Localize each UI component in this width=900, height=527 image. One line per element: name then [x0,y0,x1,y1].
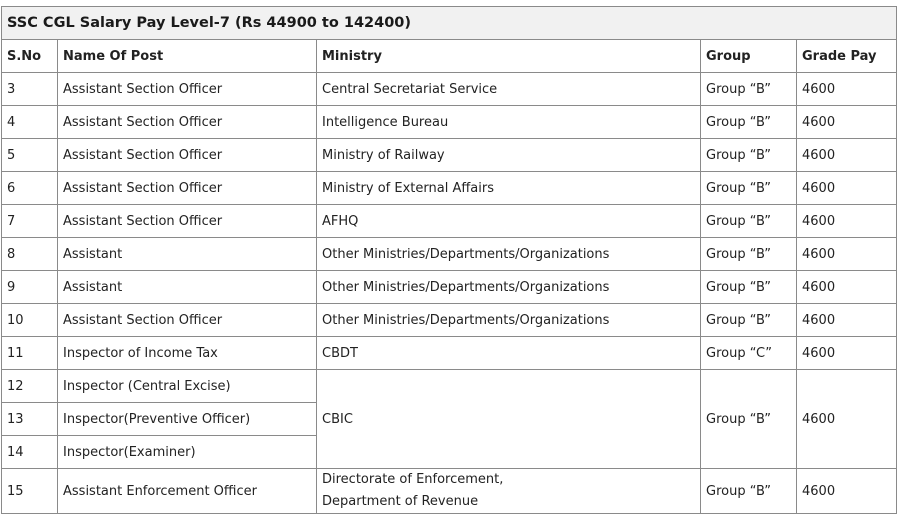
cell-ministry: Other Ministries/Departments/Organizations [317,304,701,337]
cell-post: Inspector(Examiner) [58,436,317,469]
cell-group: Group “B” [701,106,797,139]
table-row [2,106,897,139]
cell-grade-pay: 4600 [797,304,897,337]
cell-post: Assistant Section Officer [58,304,317,337]
cell-post: Assistant Section Officer [58,172,317,205]
cell-sno: 6 [2,172,58,205]
cell-grade-pay: 4600 [797,106,897,139]
table-caption-row [2,7,897,40]
header-post: Name Of Post [58,40,317,73]
cell-group: Group “B” [701,304,797,337]
cell-post: Assistant [58,271,317,304]
cell-post: Inspector of Income Tax [58,337,317,370]
cell-post: Assistant Section Officer [58,139,317,172]
table-row [2,337,897,370]
cell-grade-pay: 4600 [797,337,897,370]
cell-sno: 8 [2,238,58,271]
salary-table-container [1,6,896,514]
cell-group: Group “B” [701,205,797,238]
cell-ministry: Ministry of Railway [317,139,701,172]
cell-grade-pay-merged: 4600 [797,370,897,469]
cell-ministry: CBDT [317,337,701,370]
cell-group: Group “B” [701,238,797,271]
table-row [2,271,897,304]
cell-post: Assistant Section Officer [58,73,317,106]
header-group: Group [701,40,797,73]
table-row [2,172,897,205]
cell-grade-pay: 4600 [797,469,897,514]
cell-sno: 12 [2,370,58,403]
cell-post: Assistant Section Officer [58,106,317,139]
cell-group: Group “B” [701,139,797,172]
cell-group: Group “B” [701,172,797,205]
table-row [2,205,897,238]
cell-sno: 15 [2,469,58,514]
header-sno: S.No [2,40,58,73]
cell-grade-pay: 4600 [797,238,897,271]
cell-ministry: Other Ministries/Departments/Organizations [317,238,701,271]
cell-post: Inspector(Preventive Officer) [58,403,317,436]
cell-sno: 5 [2,139,58,172]
table-row [2,304,897,337]
cell-grade-pay: 4600 [797,139,897,172]
cell-sno: 10 [2,304,58,337]
cell-post: Assistant Enforcement Officer [58,469,317,514]
ministry-line-2: Department of Revenue [322,494,479,509]
cell-sno: 4 [2,106,58,139]
cell-group: Group “B” [701,271,797,304]
cell-group: Group “B” [701,469,797,514]
cell-grade-pay: 4600 [797,271,897,304]
table-caption: SSC CGL Salary Pay Level-7 (Rs 44900 to 142400) [2,7,897,40]
cell-sno: 3 [2,73,58,106]
cell-sno: 13 [2,403,58,436]
table-row [2,370,897,403]
cell-ministry: Central Secretariat Service [317,73,701,106]
cell-group-merged: Group “B” [701,370,797,469]
cell-ministry: Other Ministries/Departments/Organizations [317,271,701,304]
table-row [2,469,897,514]
table-header-row [2,40,897,73]
header-ministry: Ministry [317,40,701,73]
header-grade-pay: Grade Pay [797,40,897,73]
cell-group: Group “B” [701,73,797,106]
cell-sno: 11 [2,337,58,370]
salary-table [1,6,897,514]
cell-post: Assistant Section Officer [58,205,317,238]
ministry-line-1: Directorate of Enforcement, [322,472,504,487]
cell-sno: 9 [2,271,58,304]
cell-post: Inspector (Central Excise) [58,370,317,403]
cell-ministry-merged: CBIC [317,370,701,469]
cell-ministry: Ministry of External Affairs [317,172,701,205]
cell-sno: 14 [2,436,58,469]
cell-post: Assistant [58,238,317,271]
table-row [2,238,897,271]
cell-grade-pay: 4600 [797,172,897,205]
cell-grade-pay: 4600 [797,205,897,238]
cell-ministry: AFHQ [317,205,701,238]
cell-group: Group “C” [701,337,797,370]
table-row [2,139,897,172]
cell-sno: 7 [2,205,58,238]
cell-ministry [317,469,701,514]
table-row [2,73,897,106]
cell-ministry: Intelligence Bureau [317,106,701,139]
cell-grade-pay: 4600 [797,73,897,106]
